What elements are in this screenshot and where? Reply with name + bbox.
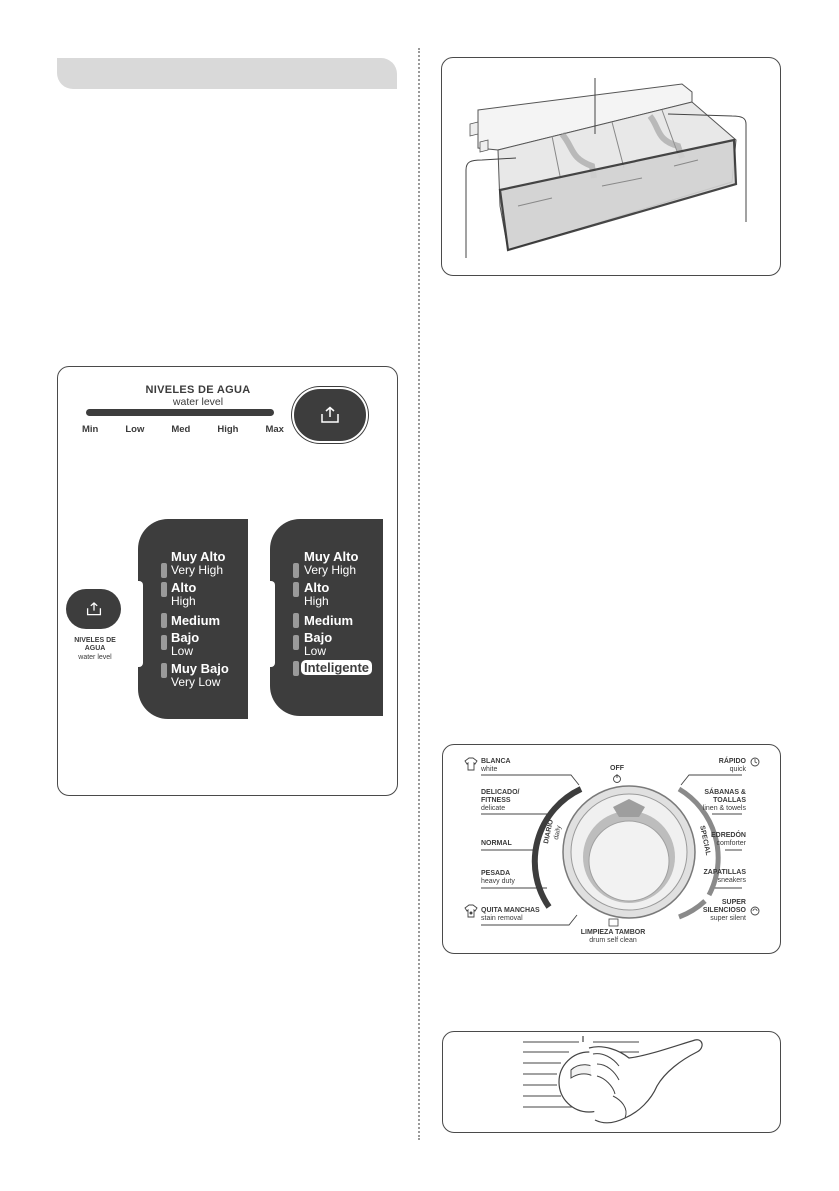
water-level-panel-b bbox=[270, 519, 383, 716]
water-level-subtitle: water level bbox=[172, 396, 224, 408]
arc-label-es: DIARIO bbox=[543, 819, 555, 845]
program-label-es: RÁPIDO bbox=[718, 758, 746, 765]
level-label-es: Alto bbox=[304, 580, 330, 595]
hand-turning-knob-illustration bbox=[443, 1032, 780, 1132]
section-header-bar bbox=[57, 58, 397, 89]
program-delicado[interactable] bbox=[481, 789, 536, 813]
program-label-es: EDREDÓN bbox=[710, 832, 746, 839]
level-label-en: High bbox=[304, 594, 329, 608]
level-label-es: Inteligente bbox=[301, 660, 372, 675]
program-quita-manchas[interactable] bbox=[481, 907, 540, 923]
level-led bbox=[161, 582, 167, 597]
level-led bbox=[293, 661, 299, 676]
level-label-es: Medium bbox=[304, 613, 354, 628]
level-label-en: High bbox=[171, 594, 196, 608]
program-label-es: QUITA MANCHAS bbox=[481, 907, 540, 914]
program-label-en: drum self clean bbox=[589, 937, 637, 944]
arc-label-daily: daily bbox=[553, 824, 563, 841]
program-pesada[interactable] bbox=[481, 870, 515, 886]
water-level-scale bbox=[82, 424, 284, 435]
level-label-en: Low bbox=[171, 644, 194, 658]
program-label-en: sneakers bbox=[717, 877, 746, 884]
scale-label: Med bbox=[171, 424, 191, 435]
level-label-en: Very Low bbox=[171, 675, 221, 689]
dispenser-drawer-figure bbox=[441, 57, 781, 276]
program-selector-panel bbox=[442, 744, 781, 954]
program-edredon[interactable] bbox=[711, 832, 746, 848]
level-label-es: Bajo bbox=[304, 630, 333, 645]
water-fill-icon bbox=[320, 406, 340, 424]
program-limpieza-tambor[interactable] bbox=[581, 929, 646, 945]
program-label-es: BLANCA bbox=[481, 758, 511, 765]
water-level-panel-a bbox=[138, 519, 248, 719]
side-water-level-button[interactable] bbox=[66, 589, 121, 629]
program-sabanas[interactable] bbox=[686, 789, 746, 813]
level-led bbox=[161, 613, 167, 628]
program-label-en: stain removal bbox=[481, 915, 523, 922]
column-divider bbox=[418, 48, 420, 1140]
program-label-es: PESADA bbox=[481, 870, 511, 877]
scale-label: Max bbox=[265, 424, 284, 435]
level-label-en: Very High bbox=[304, 563, 357, 577]
level-led bbox=[161, 663, 167, 678]
program-label-en: linen & towels bbox=[702, 805, 746, 812]
level-label-es: Medium bbox=[171, 613, 221, 628]
off-label: OFF bbox=[610, 765, 624, 772]
water-level-panel bbox=[57, 366, 398, 796]
program-zapatillas[interactable] bbox=[703, 869, 746, 885]
level-label-es: Muy Alto bbox=[304, 549, 359, 564]
level-led bbox=[161, 563, 167, 578]
level-label-en: Low bbox=[304, 644, 327, 658]
program-label-en: comforter bbox=[716, 840, 746, 847]
scale-label: Min bbox=[82, 424, 99, 435]
level-label-es: Bajo bbox=[171, 630, 200, 645]
level-led bbox=[293, 613, 299, 628]
program-label-es: NORMAL bbox=[481, 840, 512, 847]
level-led bbox=[293, 563, 299, 578]
program-label-en: white bbox=[481, 766, 498, 773]
level-led bbox=[161, 635, 167, 650]
program-normal[interactable] bbox=[481, 840, 512, 848]
program-label-es: DELICADO/ FITNESS bbox=[481, 789, 520, 804]
scale-label: Low bbox=[125, 424, 145, 435]
program-super-silencioso[interactable] bbox=[686, 899, 746, 923]
scale-label: High bbox=[217, 424, 239, 435]
side-caption-es: NIVELES DE AGUA bbox=[74, 637, 116, 652]
program-label-en: delicate bbox=[481, 805, 506, 812]
level-label-en: Very High bbox=[171, 563, 224, 577]
dispenser-drawer-illustration bbox=[442, 58, 780, 275]
arc-label-special: SPECIAL bbox=[698, 825, 712, 857]
program-label-en: super silent bbox=[710, 915, 746, 922]
program-rapido[interactable] bbox=[719, 758, 746, 774]
level-led bbox=[293, 582, 299, 597]
program-label-es: SUPER SILENCIOSO bbox=[702, 899, 746, 914]
program-label-es: SÁBANAS & TOALLAS bbox=[704, 789, 746, 804]
water-level-bar bbox=[86, 409, 274, 416]
level-label-es: Muy Bajo bbox=[171, 661, 229, 676]
level-led bbox=[293, 635, 299, 650]
knob-turning-figure bbox=[442, 1031, 781, 1133]
program-label-en: quick bbox=[729, 766, 746, 773]
water-level-button[interactable] bbox=[292, 387, 368, 443]
level-label-es: Alto bbox=[171, 580, 197, 595]
side-caption-en: water level bbox=[78, 654, 112, 661]
program-label-en: heavy duty bbox=[481, 878, 515, 885]
program-label-es: LIMPIEZA TAMBOR bbox=[580, 929, 646, 936]
water-fill-icon bbox=[86, 602, 102, 617]
level-label-es: Muy Alto bbox=[171, 549, 226, 564]
program-blanca[interactable] bbox=[481, 758, 511, 774]
program-label-es: ZAPATILLAS bbox=[703, 869, 746, 876]
water-level-title: NIVELES DE AGUA bbox=[145, 384, 251, 396]
